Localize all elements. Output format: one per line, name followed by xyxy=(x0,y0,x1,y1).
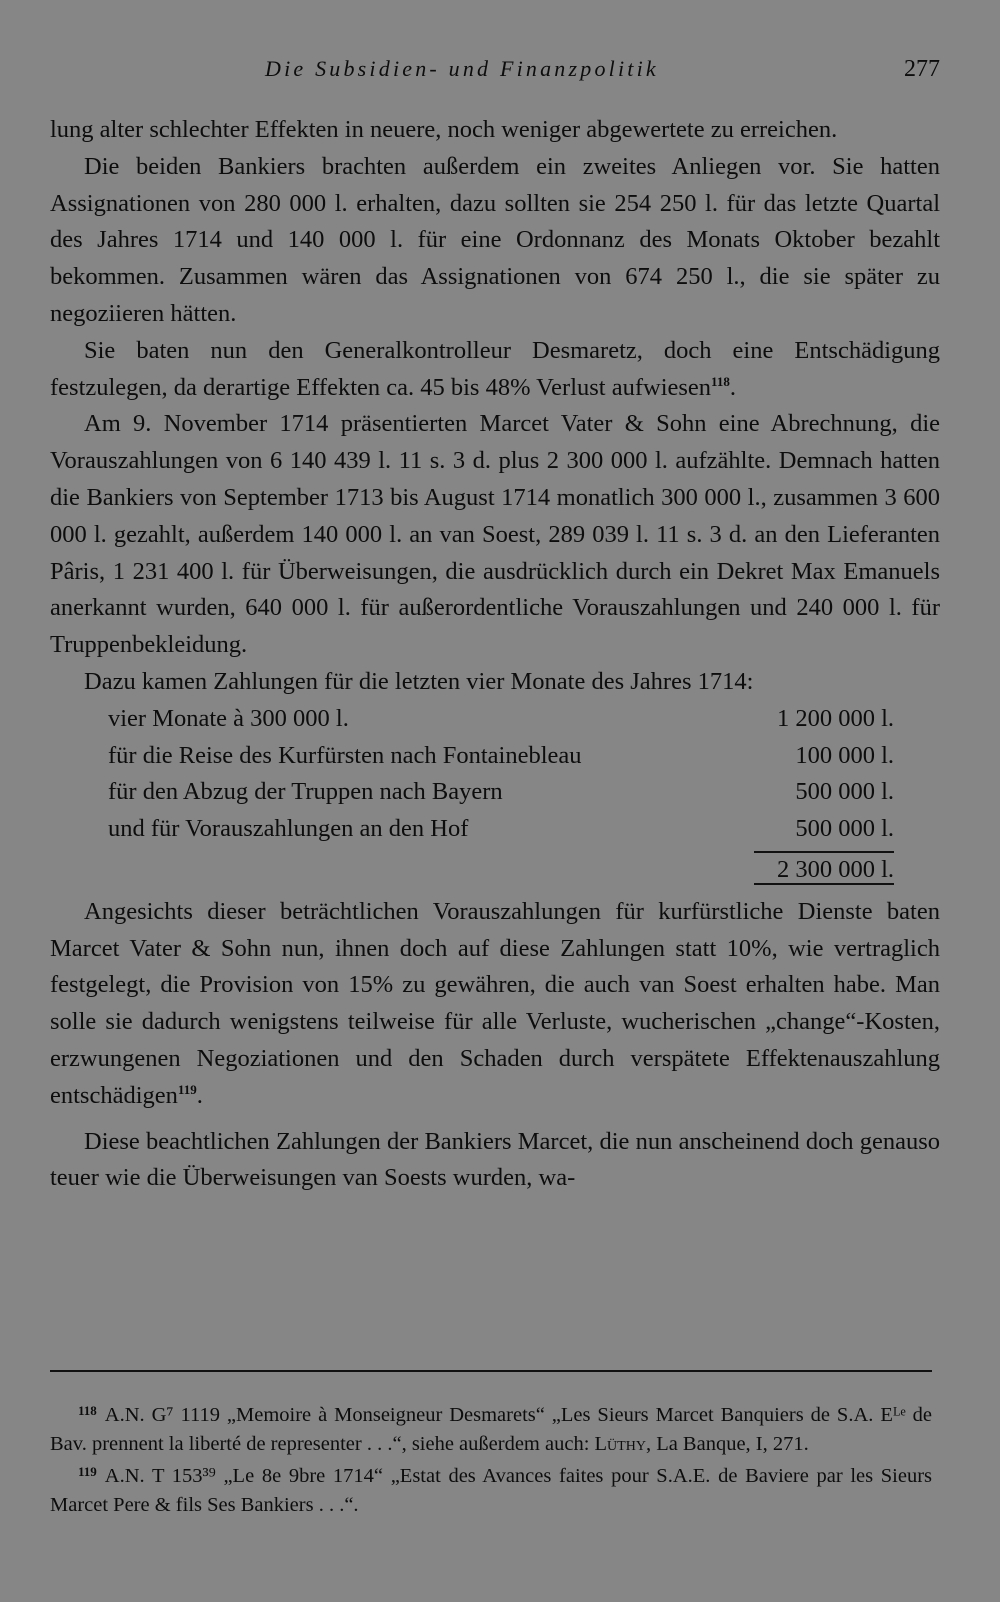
paragraph-3-text: Sie baten nun den Generalkontrolleur Desmaretz, doch eine Entschädigung festzulegen, da derartige Effekten ca. 45 bis 48% Verlust aufwiesen xyxy=(50,336,940,401)
footnote-119 xyxy=(50,1458,932,1519)
ledger-total: 2 300 000 l. xyxy=(754,851,894,885)
ledger-label: für die Reise des Kurfürsten nach Fontainebleau xyxy=(108,741,582,769)
ledger-amount: 100 000 l. xyxy=(795,741,894,769)
running-header xyxy=(0,56,1000,88)
ledger-total-row xyxy=(108,848,894,885)
footnote-number: 118 xyxy=(78,1403,97,1418)
paragraph-6 xyxy=(50,894,940,1115)
ledger-row xyxy=(108,774,894,811)
ledger-amount: 1 200 000 l. xyxy=(776,704,894,732)
main-text xyxy=(50,112,940,1197)
footnotes xyxy=(50,1397,932,1519)
paragraph-4: Am 9. November 1714 präsentierten Marcet Vater & Sohn eine Abrechnung, die Vorauszahlungen von 6 140 439 l. 11 s. 3 d. plus 2 300 000 l. aufzählte. Demnach hatten die Bankiers von September 1713 bis August 1714 monatlich 300 000 l., zusammen 3 600 000 l. gezahlt, außerdem 140 000 l. an van Soest, 289 039 l. 11 s. 3 d. an den Lieferanten Pâris, 1 231 400 l. für Überweisungen, die ausdrücklich durch ein Dekret Max Emanuels anerkannt wurden, 640 000 l. für außerordentliche Vorauszahlungen und 240 000 l. für Truppenbekleidung. xyxy=(50,410,940,659)
ledger-amount: 500 000 l. xyxy=(795,778,894,806)
ledger-label: für den Abzug der Truppen nach Bayern xyxy=(108,778,503,806)
footnote-author: Lüthy xyxy=(594,1432,646,1455)
payments-ledger xyxy=(108,701,894,885)
ledger-label: und für Vorauszahlungen an den Hof xyxy=(108,815,469,843)
paragraph-7: Diese beachtlichen Zahlungen der Bankiers Marcet, die nun anscheinend doch genauso teuer wie die Überweisungen van Soests wurden, wa- xyxy=(50,1127,940,1192)
ledger-row xyxy=(108,738,894,775)
footnote-number: 119 xyxy=(78,1464,97,1479)
ledger-row xyxy=(108,701,894,738)
paragraph-3-end: . xyxy=(729,373,736,401)
paragraph-2: Die beiden Bankiers brachten außerdem ein zweites Anliegen vor. Sie hatten Assignationen von 280 000 l. erhalten, dazu sollten sie 254 250 l. für das letzte Quartal des Jahres 1714 und 140 000 l. für eine Ordonnanz des Monats Oktober bezahlt bekommen. Zusammen wären das Assignationen von 674 250 l., die sie später zu negoziieren hätten. xyxy=(50,152,940,327)
footnote-text: A.N. T 153³⁹ „Le 8e 9bre 1714“ „Estat des Avances faites pour S.A.E. de Baviere par les Sieurs Marcet Pere & fils Ses Bankiers . . .“. xyxy=(50,1465,932,1516)
paragraph-3 xyxy=(50,333,940,407)
paragraph-6-text: Angesichts dieser beträchtlichen Vorauszahlungen für kurfürstliche Dienste baten Marcet Vater & Sohn nun, ihnen doch auf diese Zahlungen statt 10%, wie vertraglich festgelegt, die Provision von 15% zu gewähren, die auch van Soest erhalten habe. Man solle sie dadurch wenigstens teilweise für alle Verluste, wucherischen „change“-Kosten, erzwungenen Negoziationen und den Schaden durch verspätete Effektenauszahlung entschädigen xyxy=(50,897,940,1109)
footnote-ref-118: 118 xyxy=(711,373,730,389)
paragraph-6-end: . xyxy=(196,1081,203,1109)
paragraph-5: Dazu kamen Zahlungen für die letzten vier Monate des Jahres 1714: xyxy=(84,667,754,695)
footnote-text: A.N. G⁷ 1119 „Memoire à Monseigneur Desmarets“ „Les Sieurs Marcet Banquiers de S.A. Eᴸᵉ de Bav. prennent la liberté de representer . . .“, siehe außerdem auch: xyxy=(50,1404,932,1455)
paragraph-1: lung alter schlechter Effekten in neuere, noch weniger abgewertete zu erreichen. xyxy=(50,116,838,143)
ledger-label: vier Monate à 300 000 l. xyxy=(108,704,349,732)
footnote-ref-119: 119 xyxy=(177,1081,197,1097)
ledger-row xyxy=(108,811,894,848)
running-title: Die Subsidien- und Finanzpolitik xyxy=(265,56,659,81)
footnote-divider xyxy=(50,1370,932,1372)
ledger-amount: 500 000 l. xyxy=(795,815,894,843)
footnote-text-end: , La Banque, I, 271. xyxy=(645,1432,809,1455)
footnote-118 xyxy=(50,1397,932,1458)
page-number: 277 xyxy=(904,56,940,82)
